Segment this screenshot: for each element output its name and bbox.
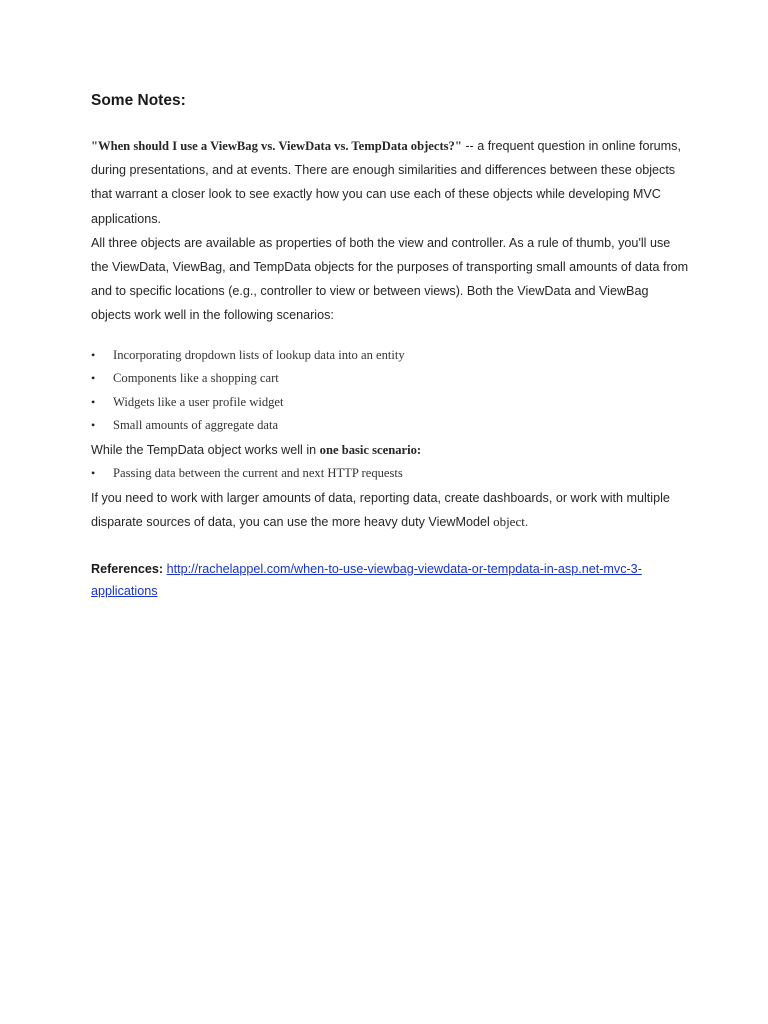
intro-text: -- a frequent question in online forums, during presentations, and at events. There are enough similarities and differences between these objects that warrant a closer look to see exactly how you can use each of these objects while developing MVC applications.	[91, 139, 681, 226]
tempdata-list	[91, 462, 691, 486]
bullet-icon: •	[91, 418, 96, 433]
references	[91, 558, 691, 602]
reference-link[interactable]: http://rachelappel.com/when-to-use-viewbag-viewdata-or-tempdata-in-asp.net-mvc-3- applications	[91, 562, 642, 598]
list-item: • Components like a shopping cart	[91, 367, 691, 391]
closing-paragraph: If you need to work with larger amounts of data, reporting data, create dashboards, or work with multiple disparate sources of data, you can use the more heavy duty ViewModel object.	[91, 490, 670, 529]
notes-body	[91, 134, 691, 534]
scenarios-list	[91, 344, 691, 438]
intro-paragraph	[91, 134, 691, 231]
list-item: • Passing data between the current and next HTTP requests	[91, 462, 691, 486]
bullet-icon: •	[91, 371, 96, 386]
bullet-icon: •	[91, 347, 96, 362]
bullet-icon: •	[91, 394, 96, 409]
bullet-icon: •	[91, 466, 96, 481]
references-label: References:	[91, 562, 164, 576]
tempdata-paragraph: While the TempData object works well in one basic scenario:	[91, 443, 422, 457]
tempdata-emphasis: one basic scenario:	[319, 443, 422, 457]
properties-paragraph: All three objects are available as properties of both the view and controller. As a rule of thumb, you'll use the ViewData, ViewBag, and TempData objects for the purposes of transporting small amounts of data from and to specific locations (e.g., controller to view or between views). Both the ViewData and ViewBag objects work well in the following scenarios:	[91, 235, 689, 323]
list-item: • Widgets like a user profile widget	[91, 391, 691, 415]
list-item: • Small amounts of aggregate data	[91, 414, 691, 438]
page-title: Some Notes:	[91, 92, 186, 109]
list-item: • Incorporating dropdown lists of lookup data into an entity	[91, 344, 691, 368]
intro-quote: "When should I use a ViewBag vs. ViewData vs. TempData objects?"	[91, 139, 462, 153]
